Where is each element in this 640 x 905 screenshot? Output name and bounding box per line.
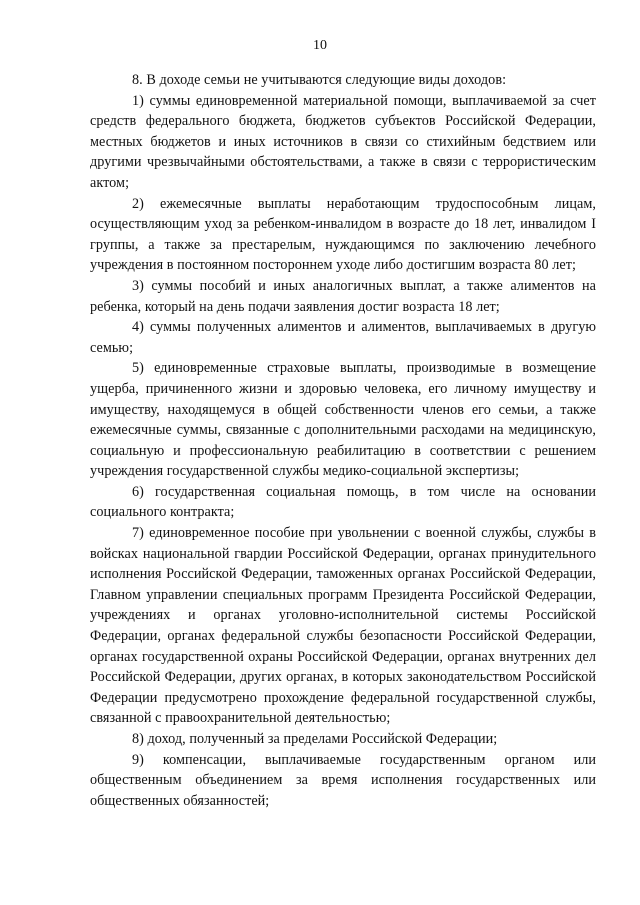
paragraph-subitem-1: 1) суммы единовременной материальной помощи, выплачиваемой за счет средств федерального бюджета, бюджетов субъектов Российской Федерации, местных бюджетов и иных источников в связи со стихийным бедствием или другими чрезвычайными обстоятельствами, а также в связи с террористическим актом; [90,92,596,191]
paragraph-subitem-2: 2) ежемесячные выплаты неработающим трудоспособным лицам, осуществляющим уход за ребенком-инвалидом в возрасте до 18 лет, инвалидом I группы, а также за престарелым, нуждающимся по заключению лечебного учреждения в постоянном постороннем уходе либо достигшим возраста 80 лет; [90,195,596,274]
document-body [90,70,596,811]
paragraph-item-8-heading: 8. В доходе семьи не учитываются следующие виды доходов: [132,72,507,88]
paragraph-subitem-4: 4) суммы полученных алиментов и алиментов, выплачиваемых в другую семью; [90,319,596,356]
paragraph-subitem-8: 8) доход, полученный за пределами Российской Федерации; [132,731,498,747]
paragraph-subitem-6: 6) государственная социальная помощь, в том числе на основании социального контракта; [90,483,596,521]
paragraph-subitem-7: 7) единовременное пособие при увольнении с военной службы, службы в войсках национальной гвардии Российской Федерации, органах принудительного исполнения Российской Федерации, таможенных органах Российской Федерации, Главном управлении специальных программ Президента Российской Федерации, учреждениях и органах уголовно-исполнительной системы Российской Федерации, органах федеральной службы безопасности Российской Федерации, органах государственной охраны Российской Федерации, органах внутренних дел Российской Федерации, других органах, в которых законодательством Российской Федерации предусмотрено прохождение федеральной государственной службы, связанной с правоохранительной деятельностью; [90,525,596,727]
paragraph-subitem-3: 3) суммы пособий и иных аналогичных выплат, а также алиментов на ребенка, который на день подачи заявления достиг возраста 18 лет; [90,277,596,315]
paragraph-subitem-5: 5) единовременные страховые выплаты, производимые в возмещение ущерба, причиненного жизни и здоровью человека, его личному имуществу и имуществу, находящемуся в общей собственности членов его семьи, а также ежемесячные суммы, связанные с дополнительными расходами на медицинскую, социальную и профессиональную реабилитацию в соответствии с решением учреждения государственной службы медико-социальной экспертизы; [90,360,596,480]
page-number: 10 [313,38,327,53]
paragraph-subitem-9: 9) компенсации, выплачиваемые государственным органом или общественным объединением за время исполнения государственных или общественных обязанностей; [90,751,596,809]
